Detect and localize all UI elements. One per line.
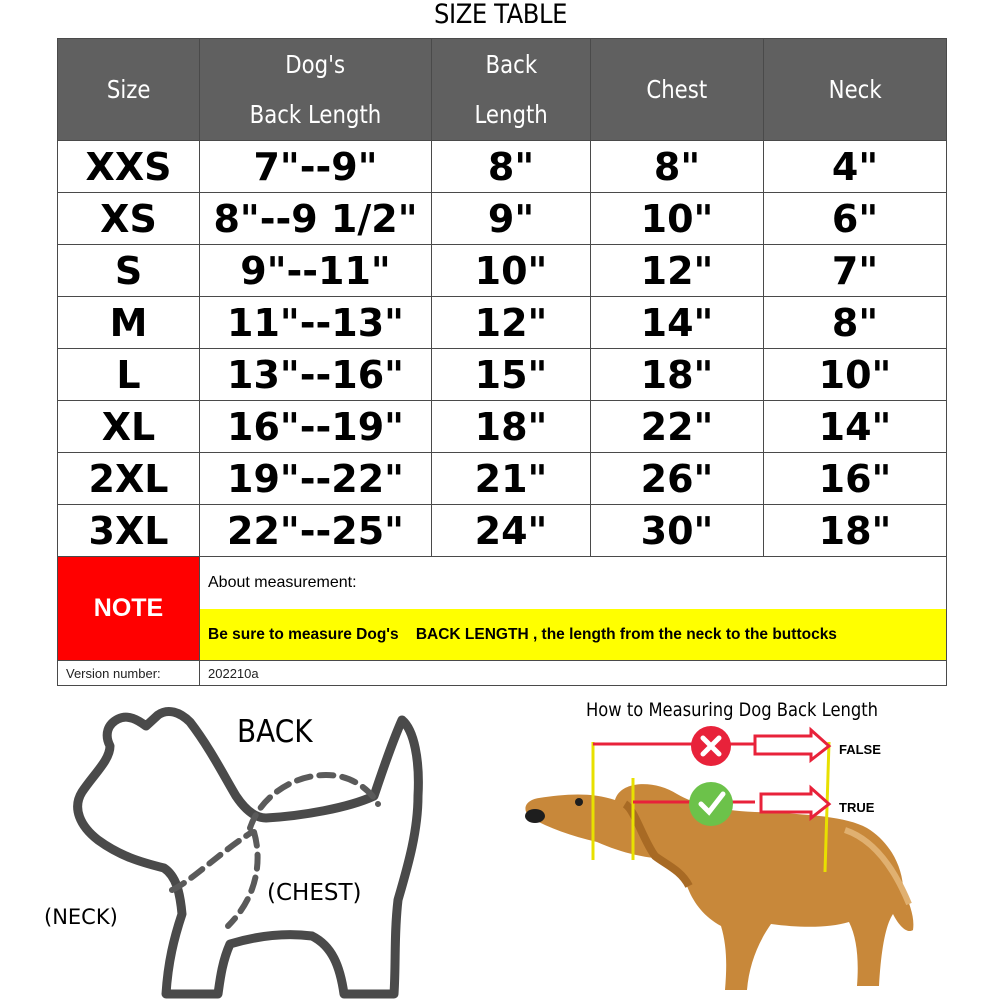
neck-cell: 4" xyxy=(764,141,947,193)
dog-back-length-cell: 16"--19" xyxy=(200,401,432,453)
back-length-cell: 10" xyxy=(432,245,591,297)
dog-back-length-cell: 22"--25" xyxy=(200,505,432,557)
chest-cell: 30" xyxy=(591,505,764,557)
table-header-row xyxy=(58,39,947,141)
table-row xyxy=(58,505,947,557)
table-row xyxy=(58,401,947,453)
back-length-cell: 24" xyxy=(432,505,591,557)
dog-outline xyxy=(78,711,419,994)
table-row xyxy=(58,141,947,193)
table-row xyxy=(58,245,947,297)
neck-cell: 8" xyxy=(764,297,947,349)
size-cell: XL xyxy=(58,401,200,453)
size-cell: S xyxy=(58,245,200,297)
label-true: TRUE xyxy=(839,800,875,815)
size-cell: M xyxy=(58,297,200,349)
about-measurement xyxy=(200,557,947,661)
table-row xyxy=(58,349,947,401)
label-neck: (NECK) xyxy=(44,905,118,929)
size-table xyxy=(57,38,947,686)
size-cell: L xyxy=(58,349,200,401)
chest-cell: 14" xyxy=(591,297,764,349)
chest-cell: 26" xyxy=(591,453,764,505)
version-row xyxy=(58,661,947,686)
back-length-cell: 9" xyxy=(432,193,591,245)
measure-title: How to Measuring Dog Back Length xyxy=(586,699,879,721)
header-dog-back-length: Dog's Back Length xyxy=(200,39,432,141)
page-title: SIZE TABLE xyxy=(434,0,567,30)
chest-cell: 10" xyxy=(591,193,764,245)
version-label: Version number: xyxy=(58,661,200,686)
dog-back-length-cell: 8"--9 1/2" xyxy=(200,193,432,245)
chest-cell: 12" xyxy=(591,245,764,297)
neck-cell: 14" xyxy=(764,401,947,453)
back-length-cell: 18" xyxy=(432,401,591,453)
back-length-cell: 21" xyxy=(432,453,591,505)
neck-cell: 7" xyxy=(764,245,947,297)
size-cell: 3XL xyxy=(58,505,200,557)
header-neck: Neck xyxy=(764,39,947,141)
back-length-cell: 15" xyxy=(432,349,591,401)
neck-dashed-line xyxy=(172,832,252,890)
about-instruction: Be sure to measure Dog's BACK LENGTH , the length from the neck to the buttocks xyxy=(200,609,946,660)
header-size: Size xyxy=(58,39,200,141)
size-cell: XXS xyxy=(58,141,200,193)
label-back: BACK xyxy=(237,714,313,750)
neck-cell: 16" xyxy=(764,453,947,505)
neck-cell: 18" xyxy=(764,505,947,557)
measuring-illustration xyxy=(505,690,970,996)
dog-back-length-cell: 13"--16" xyxy=(200,349,432,401)
version-value: 202210a xyxy=(200,661,947,686)
about-heading: About measurement: xyxy=(208,574,357,591)
dog-back-length-cell: 19"--22" xyxy=(200,453,432,505)
back-length-cell: 12" xyxy=(432,297,591,349)
size-cell: XS xyxy=(58,193,200,245)
label-false: FALSE xyxy=(839,742,881,757)
dog-back-length-cell: 11"--13" xyxy=(200,297,432,349)
chest-cell: 8" xyxy=(591,141,764,193)
header-back-length: Back Length xyxy=(432,39,591,141)
x-circle-icon xyxy=(691,726,731,766)
table-row xyxy=(58,453,947,505)
chest-cell: 22" xyxy=(591,401,764,453)
dog-back-length-cell: 7"--9" xyxy=(200,141,432,193)
back-length-cell: 8" xyxy=(432,141,591,193)
chest-cell: 18" xyxy=(591,349,764,401)
size-cell: 2XL xyxy=(58,453,200,505)
neck-cell: 10" xyxy=(764,349,947,401)
check-circle-icon xyxy=(689,782,733,826)
table-row xyxy=(58,297,947,349)
note-row xyxy=(58,557,947,661)
table-row xyxy=(58,193,947,245)
dog-back-length-cell: 9"--11" xyxy=(200,245,432,297)
note-label: NOTE xyxy=(58,557,200,661)
label-chest: (CHEST) xyxy=(267,880,362,906)
header-chest: Chest xyxy=(591,39,764,141)
neck-cell: 6" xyxy=(764,193,947,245)
